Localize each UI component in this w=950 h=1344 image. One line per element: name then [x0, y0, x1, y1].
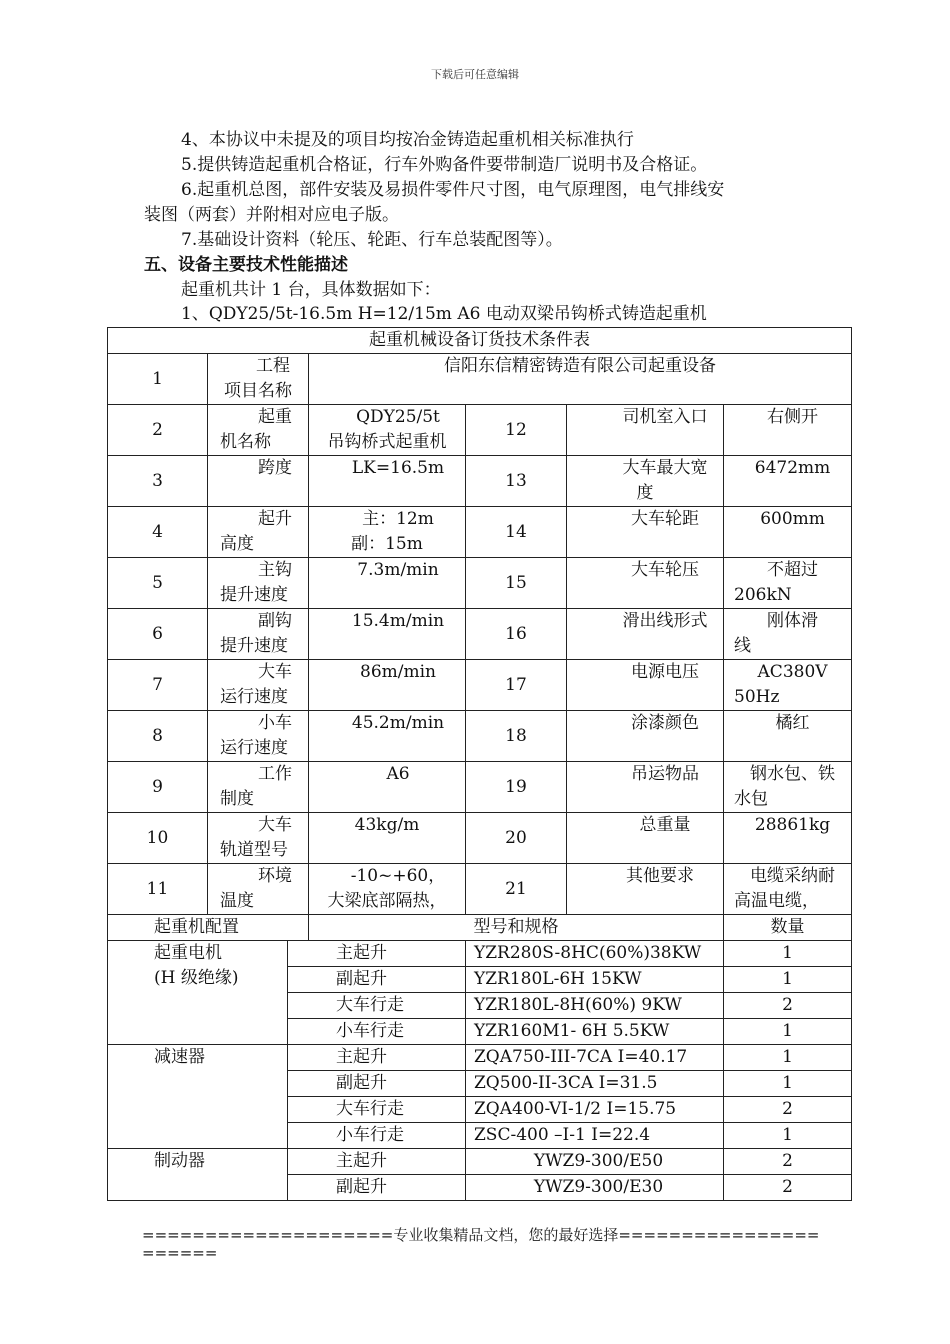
row-number-2: 18 [466, 711, 567, 762]
row-label-2: 大车最大宽 度 [567, 456, 724, 507]
row-label: 大车 轨道型号 [208, 813, 309, 864]
config-spec: YWZ9-300/E50 [466, 1149, 724, 1175]
config-spec: YZR180L-8H(60%) 9KW [466, 993, 724, 1019]
row-label-2: 大车轮压 [567, 558, 724, 609]
row-value: A6 [309, 762, 466, 813]
row-value: -10~+60， 大梁底部隔热， [309, 864, 466, 915]
row-number: 2 [108, 405, 208, 456]
row-label-2: 其他要求 [567, 864, 724, 915]
table-row [108, 558, 852, 609]
row-value-2: 刚体滑 线 [724, 609, 852, 660]
config-qty: 2 [724, 993, 852, 1019]
config-spec: ZQ500-II-3CA I=31.5 [466, 1071, 724, 1097]
row-number-2: 17 [466, 660, 567, 711]
table-row [108, 507, 852, 558]
table-row [108, 711, 852, 762]
download-note: 下载后可任意编辑 [431, 68, 519, 81]
config-qty: 1 [724, 1019, 852, 1045]
config-spec: ZQA750-III-7CA I=40.17 [466, 1045, 724, 1071]
row-number-2: 13 [466, 456, 567, 507]
row-number: 3 [108, 456, 208, 507]
row-label: 副钩 提升速度 [208, 609, 309, 660]
intro-text: 起重机共计 1 台，具体数据如下： [181, 280, 441, 300]
row-value-2: 600mm [724, 507, 852, 558]
footer-banner: ====================专业收集精品文档，您的最好选择====================== [142, 1226, 820, 1262]
paragraph-item-5: 5.提供铸造起重机合格证，行车外购备件要带制造厂说明书及合格证。 [181, 155, 708, 175]
row-label-2: 滑出线形式 [567, 609, 724, 660]
row-label-2: 总重量 [567, 813, 724, 864]
row-number-2: 19 [466, 762, 567, 813]
table-row [108, 354, 852, 405]
config-qty: 1 [724, 967, 852, 993]
row-value: 43kg/m [309, 813, 466, 864]
config-header-col2: 型号和规格 [309, 915, 724, 941]
row-label: 起升 高度 [208, 507, 309, 558]
config-spec: YZR280S-8HC(60%)38KW [466, 941, 724, 967]
config-spec: ZSC-400 –I-1 I=22.4 [466, 1123, 724, 1149]
config-spec: YZR180L-6H 15KW [466, 967, 724, 993]
config-part: 小车行走 [288, 1123, 466, 1149]
row-label-2: 司机室入口 [567, 405, 724, 456]
row-value-2: 6472mm [724, 456, 852, 507]
row-value-2: 橘红 [724, 711, 852, 762]
row-value: 主：12m 副：15m [309, 507, 466, 558]
row-label: 主钩 提升速度 [208, 558, 309, 609]
config-qty: 1 [724, 1123, 852, 1149]
row-value: QDY25/5t 吊钩桥式起重机 [309, 405, 466, 456]
config-qty: 2 [724, 1175, 852, 1201]
config-header-col3: 数量 [724, 915, 852, 941]
row-number-2: 20 [466, 813, 567, 864]
config-qty: 2 [724, 1097, 852, 1123]
row-label: 小车 运行速度 [208, 711, 309, 762]
row-number: 11 [108, 864, 208, 915]
row-label: 跨度 [208, 456, 309, 507]
row-label-2: 电源电压 [567, 660, 724, 711]
table-row [108, 405, 852, 456]
row-number-2: 14 [466, 507, 567, 558]
table-title-row [108, 328, 852, 354]
row-number: 6 [108, 609, 208, 660]
row-label: 工程 项目名称 [208, 354, 309, 405]
config-spec: ZQA400-VI-1/2 I=15.75 [466, 1097, 724, 1123]
config-part: 主起升 [288, 941, 466, 967]
row-number: 5 [108, 558, 208, 609]
row-number: 8 [108, 711, 208, 762]
row-number-2: 12 [466, 405, 567, 456]
table-title: 起重机械设备订货技术条件表 [108, 328, 852, 354]
config-qty: 1 [724, 941, 852, 967]
paragraph-item-6-cont: 装图（两套）并附相对应电子版。 [144, 205, 399, 225]
project-name-value: 信阳东信精密铸造有限公司起重设备 [309, 354, 852, 405]
row-value-2: 不超过 206kN [724, 558, 852, 609]
config-row [108, 941, 852, 967]
row-number: 9 [108, 762, 208, 813]
row-label: 起重 机名称 [208, 405, 309, 456]
row-value-2: 钢水包、铁 水包 [724, 762, 852, 813]
row-value-2: 28861kg [724, 813, 852, 864]
config-spec: YWZ9-300/E30 [466, 1175, 724, 1201]
row-label-2: 吊运物品 [567, 762, 724, 813]
config-qty: 2 [724, 1149, 852, 1175]
row-label: 大车 运行速度 [208, 660, 309, 711]
spec-table [107, 327, 852, 1201]
paragraph-item-4: 4、本协议中未提及的项目均按冶金铸造起重机相关标准执行 [181, 130, 634, 150]
row-value: 86m/min [309, 660, 466, 711]
table-row [108, 864, 852, 915]
table-row [108, 762, 852, 813]
config-header-col1: 起重机配置 [108, 915, 309, 941]
row-label-2: 涂漆颜色 [567, 711, 724, 762]
config-header-row [108, 915, 852, 941]
config-qty: 1 [724, 1071, 852, 1097]
row-value: 7.3m/min [309, 558, 466, 609]
section-heading: 五、设备主要技术性能描述 [144, 255, 348, 275]
config-part: 小车行走 [288, 1019, 466, 1045]
row-number: 7 [108, 660, 208, 711]
row-value-2: 右侧开 [724, 405, 852, 456]
row-number: 4 [108, 507, 208, 558]
config-row [108, 1149, 852, 1175]
paragraph-item-6: 6.起重机总图，部件安装及易损件零件尺寸图，电气原理图，电气排线安 [181, 180, 725, 200]
table-row [108, 813, 852, 864]
row-value: 45.2m/min [309, 711, 466, 762]
config-group-name: 制动器 [108, 1149, 288, 1201]
row-value: LK=16.5m [309, 456, 466, 507]
config-spec: YZR160M1- 6H 5.5KW [466, 1019, 724, 1045]
row-label: 工作 制度 [208, 762, 309, 813]
row-number-2: 15 [466, 558, 567, 609]
row-value: 15.4m/min [309, 609, 466, 660]
paragraph-item-7: 7.基础设计资料（轮压、轮距、行车总装配图等）。 [181, 230, 563, 250]
row-value-2: AC380V 50Hz [724, 660, 852, 711]
row-number-2: 16 [466, 609, 567, 660]
config-group-name: 减速器 [108, 1045, 288, 1149]
row-number-2: 21 [466, 864, 567, 915]
table-row [108, 609, 852, 660]
config-part: 副起升 [288, 1071, 466, 1097]
row-label-2: 大车轮距 [567, 507, 724, 558]
table-row [108, 660, 852, 711]
config-part: 主起升 [288, 1045, 466, 1071]
config-row [108, 1045, 852, 1071]
row-number: 10 [108, 813, 208, 864]
row-label: 环境 温度 [208, 864, 309, 915]
table-row [108, 456, 852, 507]
config-part: 大车行走 [288, 1097, 466, 1123]
config-part: 大车行走 [288, 993, 466, 1019]
model-line: 1、QDY25/5t-16.5m H=12/15m A6 电动双梁吊钩桥式铸造起重机 [181, 304, 707, 324]
config-part: 主起升 [288, 1149, 466, 1175]
config-part: 副起升 [288, 967, 466, 993]
config-group-name: 起重电机 (H 级绝缘) [108, 941, 288, 1045]
config-qty: 1 [724, 1045, 852, 1071]
row-number: 1 [108, 354, 208, 405]
row-value-2: 电缆采纳耐 高温电缆， [724, 864, 852, 915]
config-part: 副起升 [288, 1175, 466, 1201]
